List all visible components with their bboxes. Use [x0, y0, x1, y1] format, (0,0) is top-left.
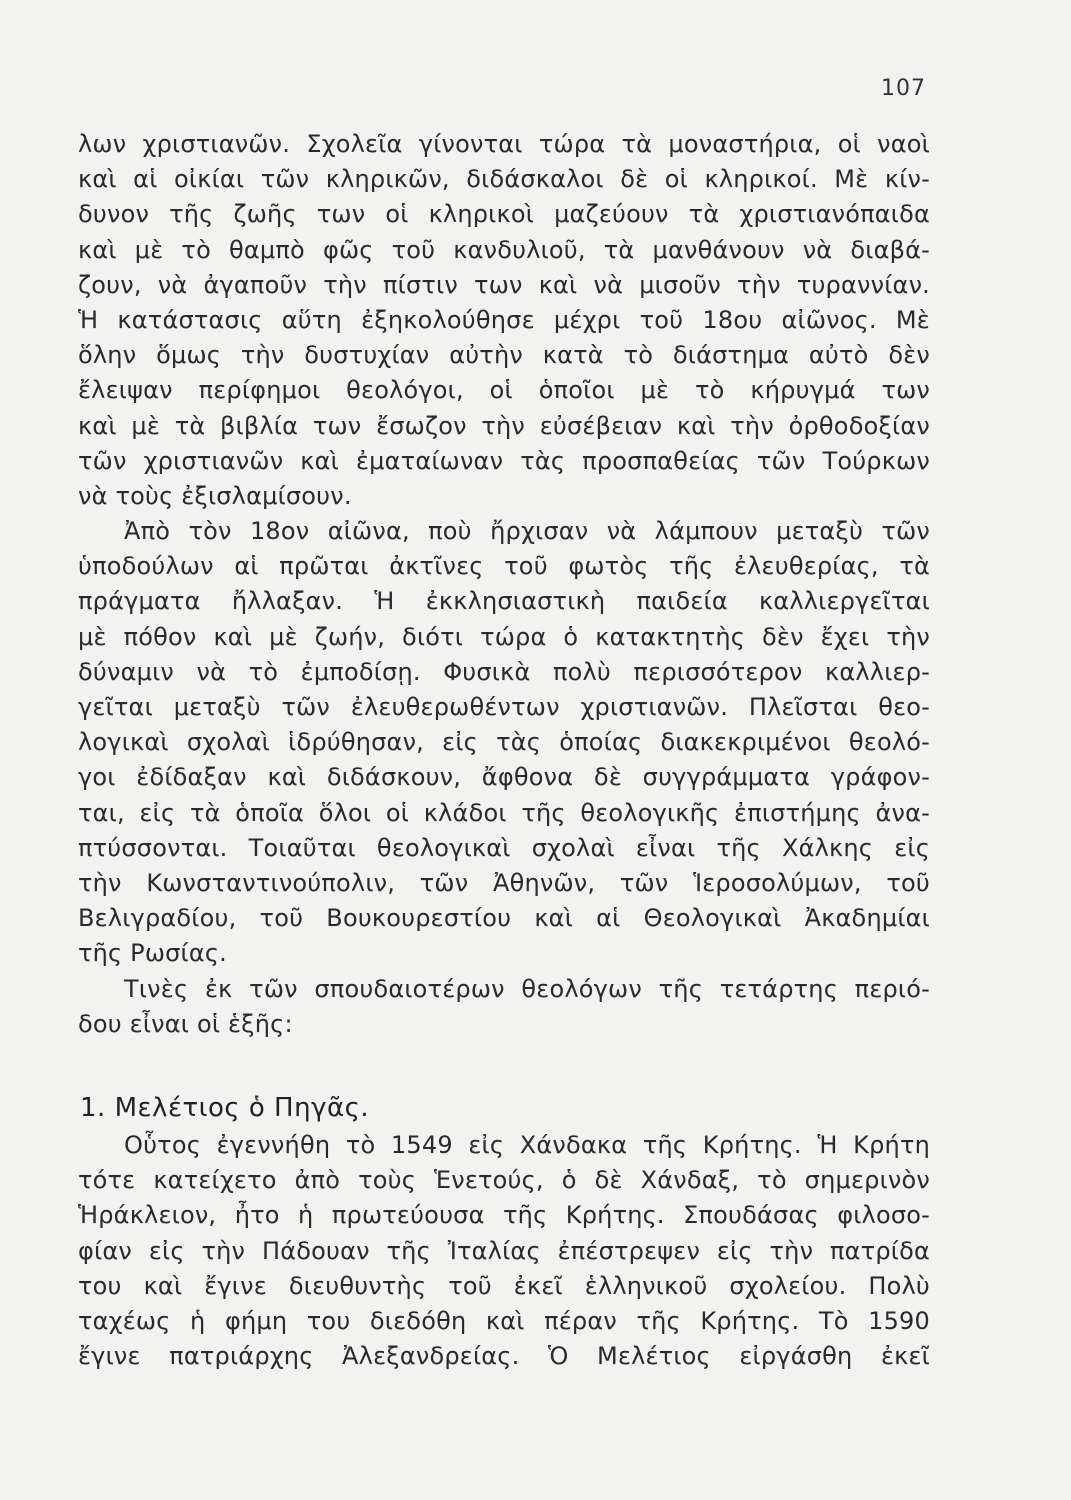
text-line: καὶ αἱ οἰκίαι τῶν κληρικῶν, διδάσκαλοι δὲ οἱ κληρικοί. Μὲ κίν- — [78, 165, 930, 194]
text-line: δυνον τῆς ζωῆς των οἱ κληρικοὶ μαζεύουν τὰ χριστιανόπαιδα — [78, 200, 930, 229]
text-line: γεῖται μεταξὺ τῶν ἐλευθερωθέντων χριστιανῶν. Πλεῖσται θεο- — [78, 693, 930, 721]
text-line: ὅλην ὅμως τὴν δυστυχίαν αὐτὴν κατὰ τὸ διάστημα αὐτὸ δὲν — [78, 341, 930, 370]
text-line: Βελιγραδίου, τοῦ Βουκουρεστίου καὶ αἱ Θεολογικαὶ Ἀκαδημίαι — [78, 904, 930, 933]
text-line: του καὶ ἔγινε διευθυντὴς τοῦ ἐκεῖ ἑλληνικοῦ σχολείου. Πολὺ — [78, 1271, 930, 1300]
text-line: φίαν εἰς τὴν Πάδουαν τῆς Ἰταλίας ἐπέστρεψεν εἰς τὴν πατρίδα — [78, 1236, 930, 1265]
text-line: τῶν χριστιανῶν καὶ ἐματαίωναν τὰς προσπαθείας τῶν Τούρκων — [78, 446, 930, 475]
text-line: πτύσσονται. Τοιαῦται θεολογικαὶ σχολαὶ εἶναι τῆς Χάλκης εἰς — [78, 833, 930, 862]
body-text-before-heading — [78, 127, 930, 1042]
text-line: Ἡράκλειον, ἦτο ἡ πρωτεύουσα τῆς Κρήτης. Σπουδάσας φιλοσο- — [78, 1201, 930, 1230]
text-line: μὲ πόθον καὶ μὲ ζωήν, διότι τώρα ὁ κατακτητὴς δὲν ἔχει τὴν — [78, 622, 930, 651]
text-line: Ἡ κατάστασις αὕτη ἐξηκολούθησε μέχρι τοῦ 18ου αἰῶνος. Μὲ — [78, 305, 930, 334]
text-line: ὑποδούλων αἱ πρῶται ἀκτῖνες τοῦ φωτὸς τῆς ἐλευθερίας, τὰ — [78, 552, 930, 581]
text-line: Οὗτος ἐγεννήθη τὸ 1549 εἰς Χάνδακα τῆς Κρήτης. Ἡ Κρήτη — [124, 1131, 930, 1159]
text-line: δου εἶναι οἱ ἑξῆς: — [78, 1009, 293, 1038]
text-line: τὴν Κωνσταντινούπολιν, τῶν Ἀθηνῶν, τῶν Ἱεροσολύμων, τοῦ — [78, 868, 930, 897]
text-line: ται, εἰς τὰ ὁποῖα ὅλοι οἱ κλάδοι τῆς θεολογικῆς ἐπιστήμης ἀνα- — [78, 798, 930, 827]
text-line: ταχέως ἡ φήμη του διεδόθη καὶ πέραν τῆς Κρήτης. Τὸ 1590 — [78, 1306, 930, 1335]
text-line: Ἀπὸ τὸν 18ον αἰῶνα, ποὺ ἤρχισαν νὰ λάμπουν μεταξὺ τῶν — [124, 517, 930, 546]
text-line: λων χριστιανῶν. Σχολεῖα γίνονται τώρα τὰ μοναστήρια, οἱ ναοὶ — [78, 130, 930, 158]
section-heading: 1. Μελέτιος ὁ Πηγᾶς. — [80, 1093, 370, 1123]
text-line: τῆς Ρωσίας. — [78, 939, 228, 968]
text-line: γοι ἐδίδαξαν καὶ διδάσκουν, ἄφθονα δὲ συγγράμματα γράφον- — [78, 763, 930, 792]
body-text-after-heading — [78, 1128, 930, 1374]
text-line: νὰ τοὺς ἐξισλαμίσουν. — [78, 481, 352, 510]
text-line: τότε κατείχετο ἀπὸ τοὺς Ἑνετούς, ὁ δὲ Χάνδαξ, τὸ σημερινὸν — [78, 1166, 930, 1195]
text-line: καὶ μὲ τὰ βιβλία των ἔσωζον τὴν εὐσέβειαν καὶ τὴν ὀρθοδοξίαν — [78, 411, 930, 440]
text-line: ἔγινε πατριάρχης Ἀλεξανδρείας. Ὁ Μελέτιος εἰργάσθη ἐκεῖ — [78, 1342, 930, 1371]
page-number: 107 — [881, 76, 926, 101]
text-line: ἔλειψαν περίφημοι θεολόγοι, οἱ ὁποῖοι μὲ τὸ κήρυγμά των — [78, 376, 930, 405]
text-line: καὶ μὲ τὸ θαμπὸ φῶς τοῦ κανδυλιοῦ, τὰ μανθάνουν νὰ διαβά- — [78, 235, 930, 264]
text-line: Τινὲς ἐκ τῶν σπουδαιοτέρων θεολόγων τῆς τετάρτης περιό- — [124, 974, 930, 1003]
text-line: δύναμιν νὰ τὸ ἐμποδίσῃ. Φυσικὰ πολὺ περισσότερον καλλιερ- — [78, 657, 930, 686]
text-line: λογικαὶ σχολαὶ ἱδρύθησαν, εἰς τὰς ὁποίας διακεκριμένοι θεολό- — [78, 728, 930, 757]
text-line: πράγματα ἤλλαξαν. Ἡ ἐκκλησιαστικὴ παιδεία καλλιεργεῖται — [78, 587, 930, 616]
text-line: ζουν, νὰ ἀγαποῦν τὴν πίστιν των καὶ νὰ μισοῦν τὴν τυραννίαν. — [78, 270, 930, 299]
